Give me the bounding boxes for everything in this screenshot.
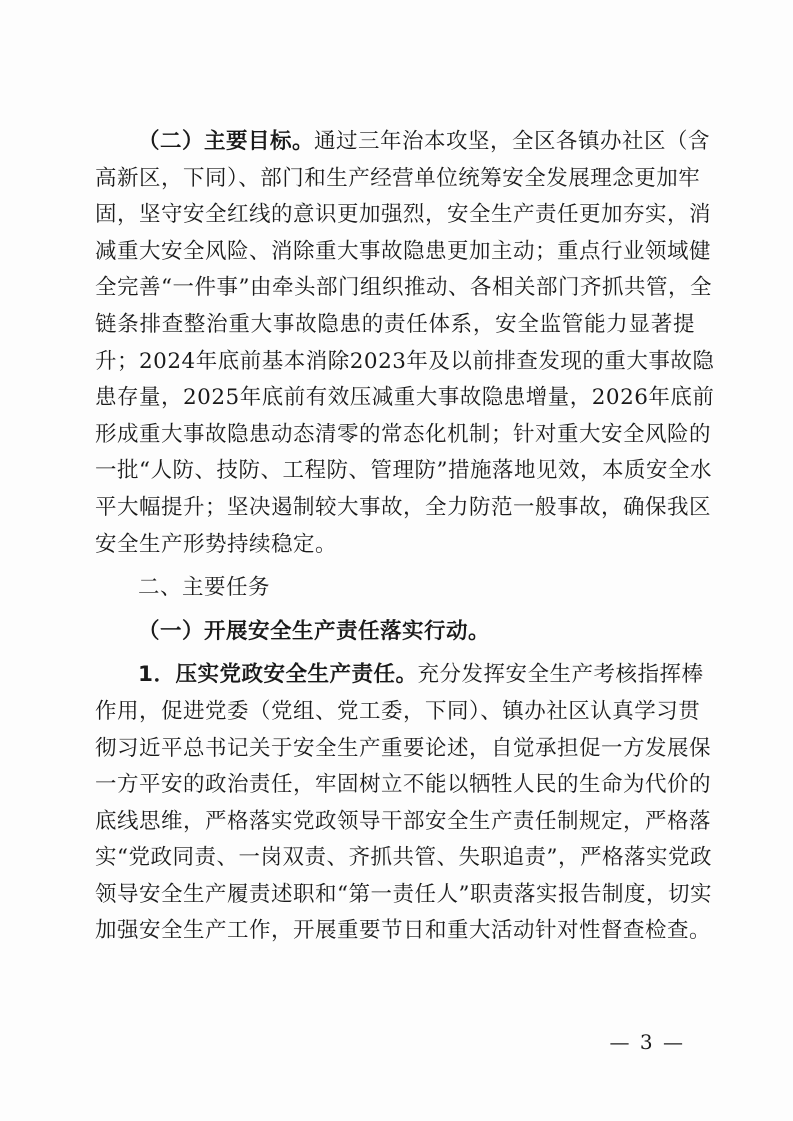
paragraph-goal-line: 形成重大事故隐患动态清零的常态化机制；针对重大安全风险的 (95, 421, 712, 447)
document-body (95, 124, 715, 950)
paragraph-goal-line: 高新区，下同）、部门和生产经营单位统筹安全发展理念更加牢 (95, 165, 701, 191)
subsection-heading-responsibility: （一）开展安全生产责任落实行动。 (138, 618, 491, 644)
paragraph-goal-line: 患存量，2025年底前有效压减重大事故隐患增量，2026年底前 (95, 385, 715, 411)
paragraph-goal-line: 一批“人防、技防、工程防、管理防”措施落地见效，本质安全水 (95, 458, 712, 484)
paragraph-item1-line-1 (95, 657, 704, 694)
goal-line-text: 通过三年治本攻坚，全区各镇办社区（含 (314, 129, 711, 154)
paragraph-item1-line: 底线思维，严格落实党政领导干部安全生产责任制规定，严格落 (95, 808, 712, 834)
paragraph-item1-line: 领导安全生产履责述职和“第一责任人”职责落实报告制度，切实 (95, 881, 712, 907)
paragraph-item1-line: 作用，促进党委（党组、党工委，下同）、镇办社区认真学习贯 (95, 698, 701, 724)
paragraph-goal-line: 减重大安全风险、消除重大事故隐患更加主动；重点行业领域健 (95, 238, 712, 264)
paragraph-goal-line: 固，坚守安全红线的意识更加强烈，安全生产责任更加夯实，消 (95, 202, 712, 228)
paragraph-goal-line: 安全生产形势持续稳定。 (95, 531, 338, 557)
paragraph-goal-line: 平大幅提升；坚决遏制较大事故，全力防范一般事故，确保我区 (95, 494, 712, 520)
section-heading-main-tasks: 二、主要任务 (138, 575, 271, 601)
item1-line-text: 充分发挥安全生产考核指挥棒 (417, 662, 704, 688)
paragraph-item1-line: 一方平安的政治责任，牢固树立不能以牺牲人民的生命为代价的 (95, 772, 712, 798)
paragraph-goal-line-1 (95, 124, 711, 161)
page-number: — 3 — (609, 1030, 685, 1054)
paragraph-item1-line: 实“党政同责、一岗双责、齐抓共管、失职追责”，严格落实党政 (95, 845, 712, 871)
paragraph-goal-line: 升；2024年底前基本消除2023年及以前排查发现的重大事故隐 (95, 348, 715, 374)
paragraph-item1-line: 加强安全生产工作，开展重要节日和重大活动针对性督查检查。 (95, 918, 712, 944)
goal-heading: （二）主要目标。 (138, 129, 315, 154)
paragraph-goal-line: 全完善“一件事”由牵头部门组织推动、各相关部门齐抓共管，全 (95, 275, 712, 301)
paragraph-item1-line: 彻习近平总书记关于安全生产重要论述，自觉承担促一方发展保 (95, 735, 712, 761)
item1-heading: 1．压实党政安全生产责任。 (138, 662, 418, 688)
paragraph-goal-line: 链条排查整治重大事故隐患的责任体系，安全监管能力显著提 (95, 311, 695, 337)
